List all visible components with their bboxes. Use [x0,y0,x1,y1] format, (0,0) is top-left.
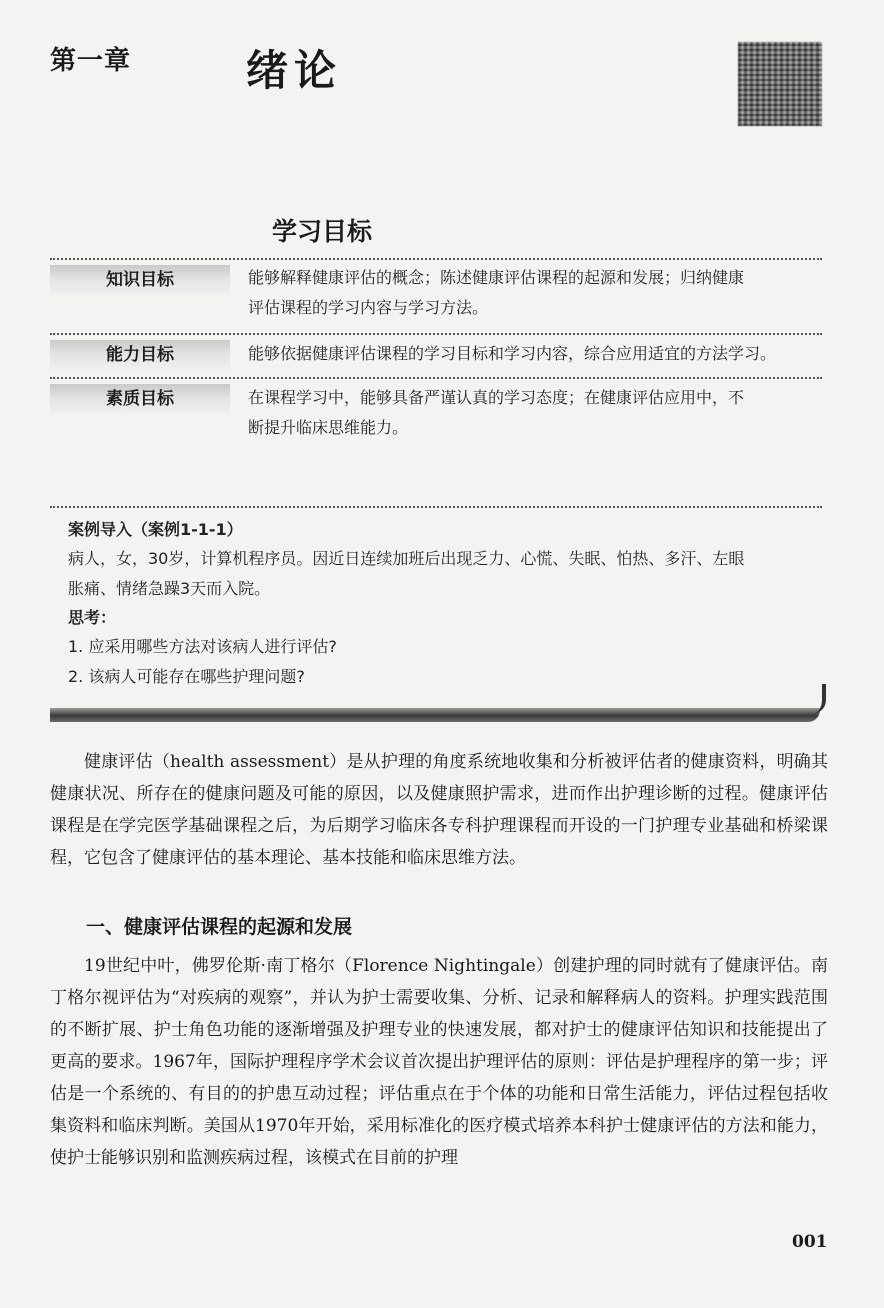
section-text [50,950,828,1174]
objective-tag-knowledge: 知识目标 [50,265,230,295]
case-box [68,516,818,692]
divider [50,377,822,379]
objective-text-knowledge [248,263,818,323]
objective-line: 在课程学习中，能够具备严谨认真的学习态度；在健康评估应用中，不 [248,388,745,407]
case-heading: 案例导入（案例1-1-1） [68,520,243,539]
divider [50,333,822,335]
qr-code-icon [738,42,822,126]
objective-tag-quality: 素质目标 [50,384,230,414]
objective-line: 评估课程的学习内容与学习方法。 [248,298,489,317]
chapter-title: 绪论 [246,46,343,95]
case-line: 病人，女，30岁，计算机程序员。因近日连续加班后出现乏力、心慌、失眠、怕热、多汗、左眼 [68,549,745,568]
case-curl [804,684,826,714]
case-question: 2. 该病人可能存在哪些护理问题? [68,667,305,686]
objective-line: 断提升临床思维能力。 [248,418,409,437]
case-question: 1. 应采用哪些方法对该病人进行评估? [68,637,337,656]
objective-line: 能够解释健康评估的概念；陈述健康评估课程的起源和发展；归纳健康 [248,268,745,287]
intro-text [50,746,828,874]
objective-tag-ability: 能力目标 [50,340,230,370]
section-heading: 一、健康评估课程的起源和发展 [86,916,353,938]
objectives-title: 学习目标 [272,217,373,246]
think-label: 思考： [68,608,117,627]
case-line: 胀痛、情绪急躁3天而入院。 [68,579,271,598]
page-number: 001 [792,1232,828,1252]
chapter-label: 第一章 [50,46,132,76]
objective-line: 能够依据健康评估课程的学习目标和学习内容，综合应用适宜的方法学习。 [248,344,777,363]
section-paragraph: 19世纪中叶，佛罗伦斯·南丁格尔（Florence Nightingale）创建护理的同时就有了健康评估。南丁格尔视评估为“对疾病的观察”，并认为护士需要收集、分析、记录和解释病人的资料。护理实践范围的不断扩展、护士角色功能的逐渐增强及护理专业的快速发展，都对护士的健康评估知识和技能提出了更高的要求。1967年，国际护理程序学术会议首次提出护理评估的原则：评估是护理程序的第一步；评估是一个系统的、有目的的护患互动过程；评估重点在于个体的功能和日常生活能力，评估过程包括收集资料和临床判断。美国从1970年开始，采用标准化的医疗模式培养本科护士健康评估的方法和能力，使护士能够识别和监测疾病过程，该模式在目前的护理 [50,956,828,1168]
objective-text-quality [248,383,818,443]
case-bar [50,708,820,722]
divider [50,506,822,508]
intro-paragraph: 健康评估（health assessment）是从护理的角度系统地收集和分析被评估者的健康资料，明确其健康状况、所存在的健康问题及可能的原因，以及健康照护需求，进而作出护理诊断的过程。健康评估课程是在学完医学基础课程之后，为后期学习临床各专科护理课程而开设的一门护理专业基础和桥梁课程，它包含了健康评估的基本理论、基本技能和临床思维方法。 [50,752,828,868]
objective-text-ability [248,339,828,369]
divider [50,258,822,260]
